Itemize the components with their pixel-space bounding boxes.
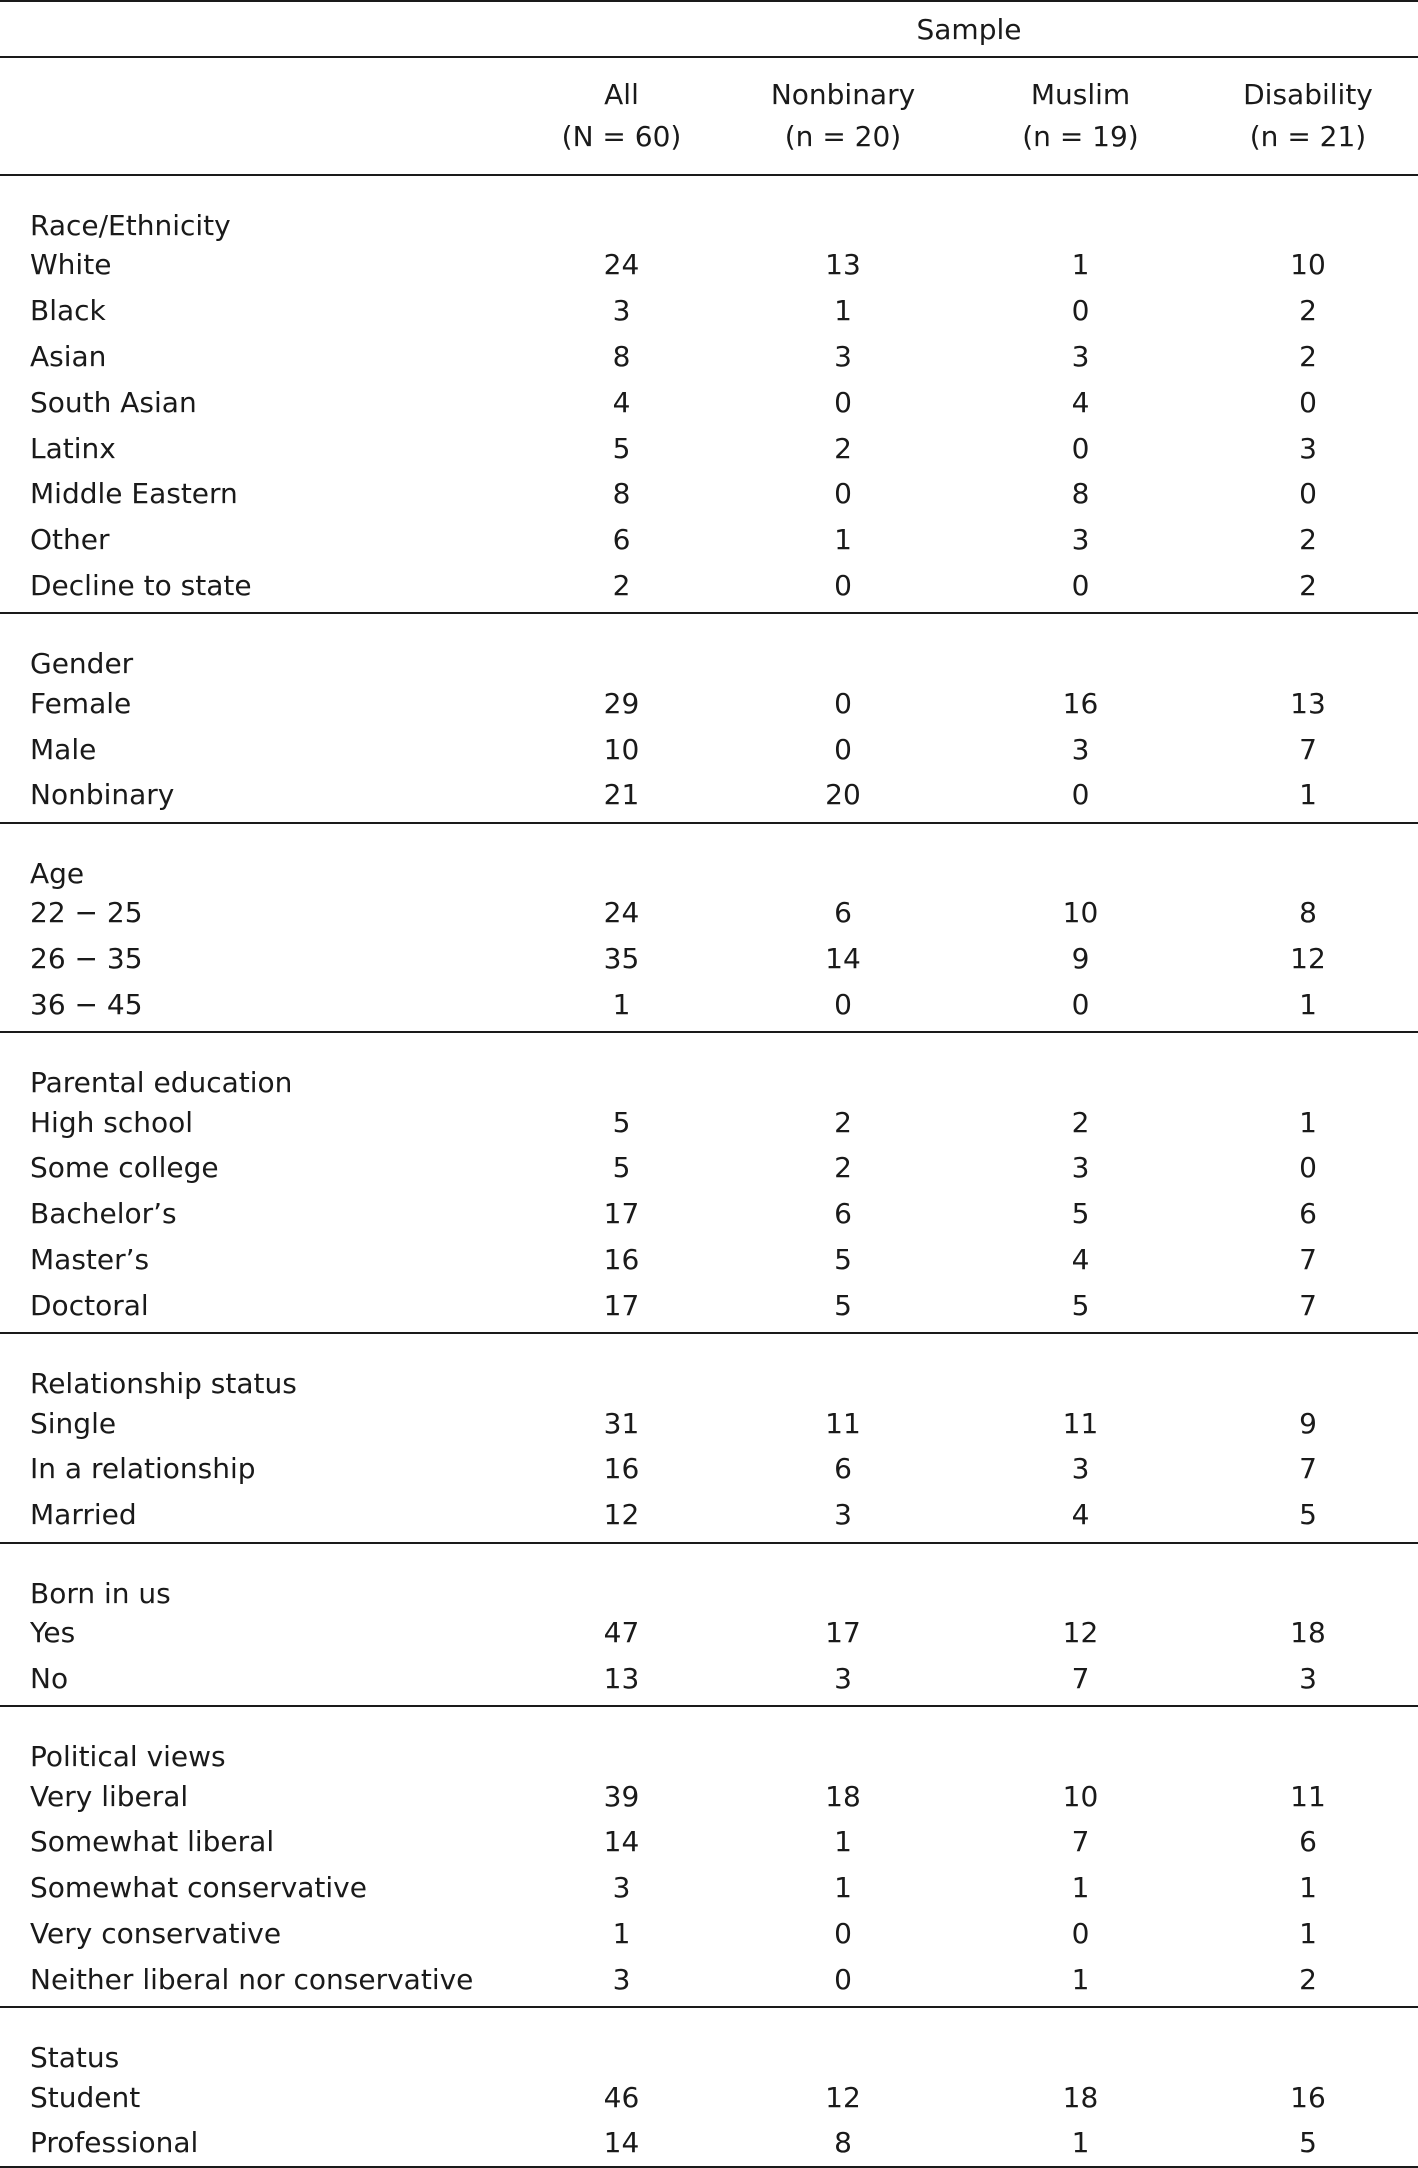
- row-label: White: [30, 248, 112, 282]
- count-cell: 35: [603, 941, 640, 975]
- row-label: Female: [30, 686, 132, 720]
- row-label: Latinx: [30, 431, 116, 465]
- count-cell: 39: [603, 1779, 640, 1813]
- count-cell: 0: [1299, 385, 1317, 419]
- table-row: [0, 1610, 1418, 1656]
- count-cell: 4: [612, 385, 631, 419]
- column-name: Disability: [1243, 78, 1373, 111]
- count-cell: 1: [1071, 1871, 1090, 1905]
- column-count: (n = 21): [1249, 120, 1367, 153]
- table-row: [0, 726, 1418, 772]
- count-cell: 5: [612, 1151, 631, 1185]
- count-cell: 5: [612, 431, 631, 465]
- empty-cell: [963, 613, 1198, 680]
- empty-cell: [963, 1032, 1198, 1099]
- empty-cell: [520, 175, 723, 242]
- count-cell: 5: [1198, 2120, 1418, 2167]
- table-row: [0, 772, 1418, 823]
- count-cell: 12: [825, 2080, 861, 2114]
- table-row: [0, 1655, 1418, 1706]
- count-cell: 0: [723, 981, 963, 1032]
- empty-cell: [723, 2007, 963, 2074]
- count-cell: 5: [1071, 1197, 1090, 1231]
- count-cell: 24: [603, 896, 640, 930]
- empty-cell: [963, 2007, 1198, 2074]
- row-label: Very conservative: [30, 1916, 282, 1950]
- header-blank-cell: [0, 1, 520, 57]
- table-row: [0, 680, 1418, 726]
- count-cell: 1: [1299, 1916, 1317, 1950]
- count-cell: 0: [834, 686, 852, 720]
- count-cell: 2: [834, 1105, 852, 1139]
- table-row: [0, 1400, 1418, 1446]
- count-cell: 9: [1071, 941, 1090, 975]
- empty-cell: [520, 1543, 723, 1610]
- count-cell: 17: [520, 1282, 723, 1333]
- header-label-cell: [0, 57, 520, 175]
- count-cell: 5: [1198, 1492, 1418, 1543]
- empty-cell: [963, 1333, 1198, 1400]
- row-label: Other: [30, 523, 110, 557]
- count-cell: 7: [1299, 732, 1317, 766]
- empty-cell: [1198, 1333, 1418, 1400]
- empty-cell: [520, 823, 723, 890]
- count-cell: 0: [834, 732, 852, 766]
- count-cell: 10: [1062, 896, 1099, 930]
- table-row: [0, 936, 1418, 982]
- empty-cell: [1198, 823, 1418, 890]
- table-row: [0, 1911, 1418, 1957]
- row-label: Professional: [0, 2120, 520, 2167]
- empty-cell: [963, 1706, 1198, 1773]
- empty-cell: [723, 1706, 963, 1773]
- row-label: Somewhat conservative: [30, 1871, 367, 1905]
- row-label: Middle Eastern: [30, 477, 238, 511]
- count-cell: 6: [834, 1452, 852, 1486]
- count-cell: 7: [1071, 1825, 1090, 1859]
- column-count: (N = 60): [561, 120, 682, 153]
- section-title-row: [0, 1032, 1418, 1099]
- column-header-disability: [1198, 57, 1418, 175]
- count-cell: 3: [834, 339, 852, 373]
- column-name: Muslim: [1030, 78, 1131, 111]
- count-cell: 11: [1290, 1779, 1326, 1813]
- count-cell: 3: [1299, 431, 1317, 465]
- section-title: Born in us: [30, 1576, 171, 1610]
- row-label: Neither liberal nor conservative: [0, 1956, 520, 2007]
- count-cell: 12: [1290, 941, 1326, 975]
- count-cell: 6: [834, 1197, 852, 1231]
- section-title-row: [0, 613, 1418, 680]
- count-cell: 0: [834, 477, 852, 511]
- table-row: [0, 1237, 1418, 1283]
- count-cell: 12: [520, 1492, 723, 1543]
- table-body: [0, 175, 1418, 2167]
- table-row: [0, 981, 1418, 1032]
- table-row: [0, 1099, 1418, 1145]
- count-cell: 2: [1198, 563, 1418, 614]
- count-cell: 2: [1299, 294, 1317, 328]
- count-cell: 2: [834, 1151, 852, 1185]
- empty-cell: [520, 2007, 723, 2074]
- table-row: [0, 2074, 1418, 2120]
- count-cell: 13: [1290, 686, 1326, 720]
- count-cell: 3: [1071, 1151, 1090, 1185]
- count-cell: 1: [1198, 772, 1418, 823]
- section-title-row: [0, 2007, 1418, 2074]
- row-label: Asian: [30, 339, 107, 373]
- count-cell: 18: [1062, 2080, 1099, 2114]
- section-title-row: [0, 1706, 1418, 1773]
- count-cell: 0: [1299, 477, 1317, 511]
- count-cell: 24: [603, 248, 640, 282]
- count-cell: 8: [612, 477, 631, 511]
- column-header-nonbinary: [723, 57, 963, 175]
- section-title: Status: [30, 2041, 120, 2075]
- empty-cell: [520, 1706, 723, 1773]
- count-cell: 1: [1071, 248, 1090, 282]
- row-label: South Asian: [30, 385, 197, 419]
- count-cell: 16: [603, 1452, 640, 1486]
- count-cell: 14: [825, 941, 861, 975]
- section-title: Gender: [30, 647, 134, 681]
- section-title: Race/Ethnicity: [30, 209, 231, 242]
- count-cell: 4: [963, 1492, 1198, 1543]
- empty-cell: [963, 1543, 1198, 1610]
- count-cell: 2: [1299, 339, 1317, 373]
- row-label: Student: [30, 2080, 141, 2114]
- count-cell: 3: [1071, 1452, 1090, 1486]
- count-cell: 7: [1299, 1452, 1317, 1486]
- table-row: [0, 242, 1418, 288]
- count-cell: 18: [1290, 1615, 1326, 1649]
- count-cell: 8: [1299, 896, 1317, 930]
- column-header-muslim: [963, 57, 1198, 175]
- count-cell: 10: [1290, 248, 1326, 282]
- column-header-row: [0, 57, 1418, 175]
- row-label: Yes: [30, 1615, 76, 1649]
- count-cell: 14: [603, 1825, 640, 1859]
- row-label: Decline to state: [0, 563, 520, 614]
- count-cell: 3: [723, 1655, 963, 1706]
- count-cell: 17: [603, 1197, 640, 1231]
- row-label: Somewhat liberal: [30, 1825, 275, 1859]
- count-cell: 2: [1071, 1105, 1090, 1139]
- empty-cell: [963, 175, 1198, 242]
- count-cell: 3: [1071, 523, 1090, 557]
- empty-cell: [1198, 1706, 1418, 1773]
- count-cell: 2: [1198, 1956, 1418, 2007]
- count-cell: 8: [1071, 477, 1090, 511]
- count-cell: 1: [963, 2120, 1198, 2167]
- count-cell: 17: [825, 1615, 861, 1649]
- table-row: [0, 334, 1418, 380]
- section-title-row: [0, 1333, 1418, 1400]
- empty-cell: [723, 1032, 963, 1099]
- count-cell: 0: [963, 772, 1198, 823]
- count-cell: 1: [834, 1871, 852, 1905]
- row-label: Single: [30, 1406, 117, 1440]
- empty-cell: [963, 823, 1198, 890]
- empty-cell: [520, 613, 723, 680]
- count-cell: 0: [723, 1956, 963, 2007]
- count-cell: 3: [723, 1492, 963, 1543]
- empty-cell: [520, 1333, 723, 1400]
- empty-cell: [723, 823, 963, 890]
- table-row: [0, 890, 1418, 936]
- count-cell: 12: [1062, 1615, 1099, 1649]
- section-title: Parental education: [30, 1066, 293, 1100]
- table-row: [0, 1145, 1418, 1191]
- empty-cell: [723, 175, 963, 242]
- count-cell: 7: [1198, 1282, 1418, 1333]
- count-cell: 0: [963, 563, 1198, 614]
- count-cell: 2: [520, 563, 723, 614]
- count-cell: 13: [825, 248, 861, 282]
- count-cell: 7: [963, 1655, 1198, 1706]
- count-cell: 5: [612, 1105, 631, 1139]
- count-cell: 2: [1299, 523, 1317, 557]
- section-title-row: [0, 823, 1418, 890]
- count-cell: 16: [1290, 2080, 1326, 2114]
- count-cell: 1: [834, 523, 852, 557]
- empty-cell: [723, 613, 963, 680]
- count-cell: 1: [834, 294, 852, 328]
- row-label: 22 − 25: [30, 896, 143, 930]
- row-label: Male: [30, 732, 97, 766]
- count-cell: 10: [603, 732, 640, 766]
- count-cell: 4: [1071, 1242, 1090, 1276]
- count-cell: 9: [1299, 1406, 1317, 1440]
- count-cell: 1: [834, 1825, 852, 1859]
- empty-cell: [723, 1543, 963, 1610]
- count-cell: 5: [963, 1282, 1198, 1333]
- table-row: [0, 471, 1418, 517]
- count-cell: 11: [825, 1406, 861, 1440]
- table-row: [0, 1446, 1418, 1492]
- empty-cell: [520, 1032, 723, 1099]
- count-cell: 0: [1071, 1916, 1090, 1950]
- count-cell: 3: [520, 1956, 723, 2007]
- table-row: [0, 517, 1418, 563]
- row-label: Married: [0, 1492, 520, 1543]
- table-row: [0, 1956, 1418, 2007]
- row-label: Very liberal: [30, 1779, 189, 1813]
- table-row: [0, 1865, 1418, 1911]
- row-label: Doctoral: [0, 1282, 520, 1333]
- count-cell: 10: [1062, 1779, 1099, 1813]
- empty-cell: [1198, 1032, 1418, 1099]
- empty-cell: [1198, 1543, 1418, 1610]
- count-cell: 8: [723, 2120, 963, 2167]
- row-label: 26 − 35: [30, 941, 143, 975]
- table-row: [0, 379, 1418, 425]
- section-title: Relationship status: [30, 1367, 297, 1401]
- empty-cell: [1198, 613, 1418, 680]
- table-row: [0, 563, 1418, 614]
- table-row: [0, 425, 1418, 471]
- column-count: (n = 19): [1022, 120, 1139, 153]
- count-cell: 3: [1071, 732, 1090, 766]
- count-cell: 1: [963, 1956, 1198, 2007]
- count-cell: 29: [603, 686, 640, 720]
- sample-group-label: Sample: [520, 1, 1418, 57]
- row-label: Black: [30, 294, 106, 328]
- table-row: [0, 1191, 1418, 1237]
- count-cell: 16: [1062, 686, 1099, 720]
- count-cell: 8: [612, 339, 631, 373]
- table-row: [0, 2120, 1418, 2167]
- count-cell: 1: [1198, 981, 1418, 1032]
- count-cell: 18: [825, 1779, 861, 1813]
- count-cell: 1: [520, 981, 723, 1032]
- row-label: Bachelor’s: [30, 1197, 177, 1231]
- count-cell: 0: [1071, 294, 1090, 328]
- column-name: All: [604, 78, 639, 111]
- empty-cell: [1198, 175, 1418, 242]
- table-row: [0, 1282, 1418, 1333]
- count-cell: 5: [723, 1282, 963, 1333]
- row-label: Nonbinary: [0, 772, 520, 823]
- count-cell: 2: [834, 431, 852, 465]
- count-cell: 3: [1198, 1655, 1418, 1706]
- count-cell: 21: [520, 772, 723, 823]
- empty-cell: [723, 1333, 963, 1400]
- count-cell: 0: [1071, 431, 1090, 465]
- count-cell: 13: [520, 1655, 723, 1706]
- count-cell: 3: [1071, 339, 1090, 373]
- table-row: [0, 1773, 1418, 1819]
- column-name: Nonbinary: [770, 78, 916, 111]
- row-label: No: [0, 1655, 520, 1706]
- count-cell: 16: [603, 1242, 640, 1276]
- empty-cell: [1198, 2007, 1418, 2074]
- count-cell: 1: [612, 1916, 631, 1950]
- count-cell: 14: [520, 2120, 723, 2167]
- count-cell: 5: [834, 1242, 852, 1276]
- section-title-row: [0, 175, 1418, 242]
- count-cell: 11: [1062, 1406, 1099, 1440]
- count-cell: 46: [603, 2080, 640, 2114]
- section-title: Age: [30, 856, 85, 890]
- count-cell: 0: [834, 1916, 852, 1950]
- count-cell: 3: [612, 294, 631, 328]
- row-label: Master’s: [30, 1242, 150, 1276]
- table-row: [0, 1819, 1418, 1865]
- count-cell: 0: [963, 981, 1198, 1032]
- count-cell: 1: [1299, 1105, 1317, 1139]
- section-title-row: [0, 1543, 1418, 1610]
- count-cell: 7: [1299, 1242, 1317, 1276]
- column-count: (n = 20): [784, 120, 902, 153]
- count-cell: 47: [603, 1615, 640, 1649]
- count-cell: 31: [603, 1406, 640, 1440]
- sample-group-header-row: [0, 1, 1418, 57]
- count-cell: 3: [612, 1871, 631, 1905]
- count-cell: 20: [723, 772, 963, 823]
- row-label: 36 − 45: [0, 981, 520, 1032]
- count-cell: 0: [723, 563, 963, 614]
- table-row: [0, 288, 1418, 334]
- section-title: Political views: [30, 1740, 226, 1774]
- count-cell: 6: [1299, 1825, 1317, 1859]
- count-cell: 4: [1071, 385, 1090, 419]
- column-header-all: [520, 57, 723, 175]
- count-cell: 6: [1299, 1197, 1317, 1231]
- row-label: High school: [30, 1105, 194, 1139]
- row-label: In a relationship: [30, 1452, 256, 1486]
- count-cell: 6: [834, 896, 852, 930]
- count-cell: 1: [1299, 1871, 1317, 1905]
- count-cell: 6: [612, 523, 631, 557]
- row-label: Some college: [30, 1151, 219, 1185]
- count-cell: 0: [1299, 1151, 1317, 1185]
- count-cell: 0: [834, 385, 852, 419]
- table-row: [0, 1492, 1418, 1543]
